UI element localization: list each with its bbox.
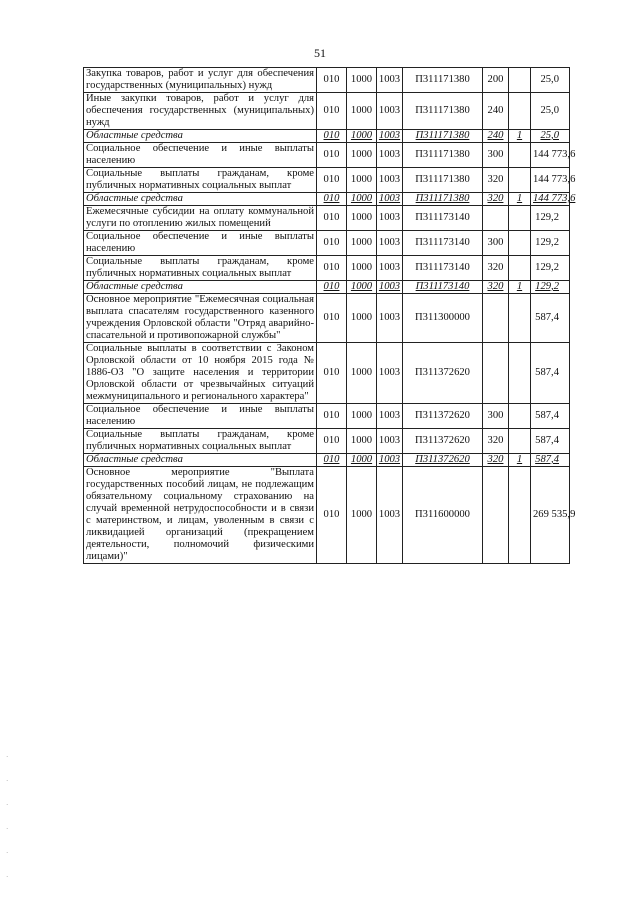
ministry-code-cell: 010 [317,130,347,143]
funding-source-cell: 1 [509,193,531,206]
amount-cell: 144 773,6 [531,193,570,206]
amount-cell: 25,0 [531,68,570,93]
funding-source-cell [509,206,531,231]
subsection-code-cell: 1003 [377,294,403,343]
target-article-cell: П311171380 [403,130,483,143]
amount-cell: 129,2 [531,256,570,281]
row-name-cell: Областные средства [84,130,317,143]
expense-type-cell: 320 [483,454,509,467]
page-number: 51 [314,46,326,60]
funding-source-cell [509,143,531,168]
ministry-code-cell: 010 [317,404,347,429]
scan-margin-marks: · · · · · · [6,753,9,881]
subsection-code-cell: 1003 [377,168,403,193]
ministry-code-cell: 010 [317,256,347,281]
row-name-cell: Областные средства [84,281,317,294]
budget-table [83,67,576,564]
funding-source-cell [509,294,531,343]
amount-cell: 25,0 [531,130,570,143]
ministry-code-cell: 010 [317,343,347,404]
row-name-cell: Социальные выплаты гражданам, кроме публичных нормативных социальных выплат [84,168,317,193]
row-name-cell: Социальные выплаты гражданам, кроме публичных нормативных социальных выплат [84,429,317,454]
table-row [84,168,570,193]
funding-source-cell: 1 [509,130,531,143]
amount-cell: 587,4 [531,343,570,404]
ministry-code-cell: 010 [317,294,347,343]
target-article-cell: П311173140 [403,281,483,294]
table-row [84,294,570,343]
section-code-cell: 1000 [347,93,377,130]
funding-source-cell [509,68,531,93]
table-row [84,256,570,281]
section-code-cell: 1000 [347,231,377,256]
row-name-cell: Социальное обеспечение и иные выплаты населению [84,143,317,168]
expense-type-cell: 320 [483,193,509,206]
row-name-cell: Областные средства [84,193,317,206]
funding-source-cell [509,404,531,429]
target-article-cell: П311171380 [403,168,483,193]
subsection-code-cell: 1003 [377,93,403,130]
ministry-code-cell: 010 [317,93,347,130]
row-name-cell: Закупка товаров, работ и услуг для обеспечения государственных (муниципальных) нужд [84,68,317,93]
expense-type-cell: 240 [483,130,509,143]
table-row [84,429,570,454]
section-code-cell: 1000 [347,404,377,429]
subsection-code-cell: 1003 [377,68,403,93]
ministry-code-cell: 010 [317,206,347,231]
table-row-regional-funds [84,454,570,467]
section-code-cell: 1000 [347,429,377,454]
funding-source-cell: 1 [509,454,531,467]
funding-source-cell [509,231,531,256]
row-name-cell: Ежемесячные субсидии на оплату коммунальной услуги по отоплению жилых помещений [84,206,317,231]
funding-source-cell [509,93,531,130]
row-name-cell: Основное мероприятие "Ежемесячная социальная выплата спасателям государственного казенного учреждения Орловской области "Отряд аварийно-спасательной и противопожарной службы" [84,294,317,343]
section-code-cell: 1000 [347,281,377,294]
funding-source-cell [509,256,531,281]
target-article-cell: П311171380 [403,193,483,206]
funding-source-cell [509,429,531,454]
subsection-code-cell: 1003 [377,467,403,564]
target-article-cell: П311173140 [403,231,483,256]
target-article-cell: П311171380 [403,93,483,130]
table-row [84,343,570,404]
amount-cell: 587,4 [531,429,570,454]
ministry-code-cell: 010 [317,231,347,256]
table-row [84,206,570,231]
ministry-code-cell: 010 [317,429,347,454]
ministry-code-cell: 010 [317,454,347,467]
table-row-regional-funds [84,130,570,143]
table-row [84,93,570,130]
amount-cell: 129,2 [531,231,570,256]
subsection-code-cell: 1003 [377,404,403,429]
amount-cell: 129,2 [531,206,570,231]
section-code-cell: 1000 [347,168,377,193]
subsection-code-cell: 1003 [377,281,403,294]
expense-type-cell: 320 [483,429,509,454]
subsection-code-cell: 1003 [377,130,403,143]
amount-cell: 269 535,9 [531,467,570,564]
section-code-cell: 1000 [347,143,377,168]
ministry-code-cell: 010 [317,143,347,168]
table-body [84,68,576,564]
ministry-code-cell: 010 [317,193,347,206]
funding-source-cell [509,168,531,193]
section-code-cell: 1000 [347,454,377,467]
target-article-cell: П311600000 [403,467,483,564]
expense-type-cell: 300 [483,231,509,256]
subsection-code-cell: 1003 [377,429,403,454]
funding-source-cell: 1 [509,281,531,294]
target-article-cell: П311372620 [403,404,483,429]
target-article-cell: П311173140 [403,206,483,231]
table-row [84,143,570,168]
subsection-code-cell: 1003 [377,206,403,231]
table-row [84,68,570,93]
table-row [84,404,570,429]
row-name-cell: Иные закупки товаров, работ и услуг для обеспечения государственных (муниципальных) нужд [84,93,317,130]
section-code-cell: 1000 [347,68,377,93]
amount-cell: 144 773,6 [531,143,570,168]
target-article-cell: П311372620 [403,343,483,404]
table-row-regional-funds [84,193,570,206]
row-name-cell: Основное мероприятие "Выплата государственных пособий лицам, не подлежащим обязательному социальному страхованию на случай временной нетрудоспособности и в связи с материнством, и лицам, уволенным в связи с ликвидацией организаций (прекращением деятельности, полномочий физическими лицами)" [84,467,317,564]
expense-type-cell [483,467,509,564]
expense-type-cell: 300 [483,404,509,429]
amount-cell: 587,4 [531,404,570,429]
ministry-code-cell: 010 [317,467,347,564]
target-article-cell: П311372620 [403,429,483,454]
table-row-regional-funds [84,281,570,294]
target-article-cell: П311300000 [403,294,483,343]
subsection-code-cell: 1003 [377,143,403,168]
ministry-code-cell: 010 [317,168,347,193]
section-code-cell: 1000 [347,467,377,564]
section-code-cell: 1000 [347,193,377,206]
expense-type-cell: 320 [483,256,509,281]
funding-source-cell [509,343,531,404]
expense-type-cell [483,294,509,343]
expense-type-cell: 200 [483,68,509,93]
ministry-code-cell: 010 [317,68,347,93]
expense-type-cell: 240 [483,93,509,130]
section-code-cell: 1000 [347,130,377,143]
section-code-cell: 1000 [347,206,377,231]
table-row [84,467,570,564]
expense-type-cell [483,343,509,404]
ministry-code-cell: 010 [317,281,347,294]
section-code-cell: 1000 [347,294,377,343]
subsection-code-cell: 1003 [377,454,403,467]
expense-type-cell: 320 [483,281,509,294]
row-name-cell: Социальное обеспечение и иные выплаты населению [84,404,317,429]
subsection-code-cell: 1003 [377,343,403,404]
section-code-cell: 1000 [347,256,377,281]
target-article-cell: П311171380 [403,68,483,93]
expense-type-cell: 300 [483,143,509,168]
table-row [84,231,570,256]
subsection-code-cell: 1003 [377,256,403,281]
amount-cell: 25,0 [531,93,570,130]
section-code-cell: 1000 [347,343,377,404]
target-article-cell: П311372620 [403,454,483,467]
row-name-cell: Социальные выплаты гражданам, кроме публичных нормативных социальных выплат [84,256,317,281]
row-name-cell: Областные средства [84,454,317,467]
row-name-cell: Социальное обеспечение и иные выплаты населению [84,231,317,256]
subsection-code-cell: 1003 [377,193,403,206]
amount-cell: 129,2 [531,281,570,294]
expense-type-cell: 320 [483,168,509,193]
amount-cell: 587,4 [531,294,570,343]
target-article-cell: П311171380 [403,143,483,168]
target-article-cell: П311173140 [403,256,483,281]
subsection-code-cell: 1003 [377,231,403,256]
amount-cell: 144 773,6 [531,168,570,193]
funding-source-cell [509,467,531,564]
expense-type-cell [483,206,509,231]
row-name-cell: Социальные выплаты в соответствии с Законом Орловской области от 10 ноября 2015 года № 1886-ОЗ "О защите населения и территории Орловской области от чрезвычайных ситуаций межмуниципального и регионального характера" [84,343,317,404]
amount-cell: 587,4 [531,454,570,467]
